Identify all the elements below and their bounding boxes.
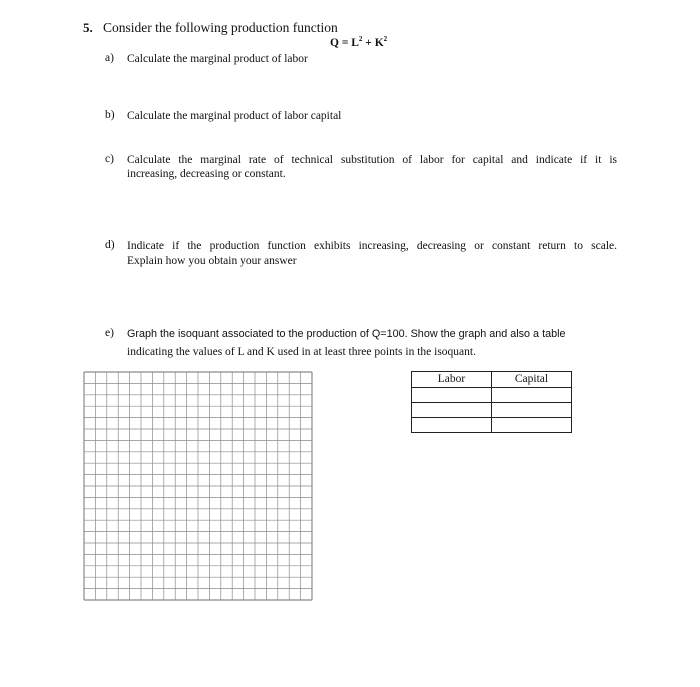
part-d-line-2: Explain how you obtain your answer	[127, 255, 297, 267]
labor-cell[interactable]	[412, 418, 492, 433]
table-row	[412, 418, 572, 433]
table-row	[412, 403, 572, 418]
capital-cell[interactable]	[492, 388, 572, 403]
part-d-line-1: Indicate if the production function exhibits increasing, decreasing or constant return to scale.	[127, 240, 617, 252]
production-function-formula: $Q = L^2 + K^2$	[330, 35, 388, 49]
part-b-text: Calculate the marginal product of labor capital	[127, 110, 342, 122]
capital-cell[interactable]	[492, 418, 572, 433]
part-a-label: a)	[105, 52, 114, 64]
part-c-label: c)	[105, 153, 114, 165]
labor-cell[interactable]	[412, 388, 492, 403]
capital-cell[interactable]	[492, 403, 572, 418]
part-b-label: b)	[105, 109, 115, 121]
labor-capital-table	[411, 371, 572, 433]
question-number: 5.	[83, 20, 93, 35]
part-c-line-2: increasing, decreasing or constant.	[127, 168, 286, 180]
part-e-label: e)	[105, 327, 114, 339]
part-c-line-1: Calculate the marginal rate of technical substitution of labor for capital and indicate if it is	[127, 154, 617, 166]
graph-grid[interactable]	[83, 371, 313, 601]
part-a-text: Calculate the marginal product of labor	[127, 53, 308, 65]
labor-header: Labor	[412, 372, 492, 388]
part-e-line-1: Graph the isoquant associated to the production of Q=100. Show the graph and also a table	[127, 328, 566, 340]
table-header-row	[412, 372, 572, 388]
question-text: Consider the following production function	[103, 20, 338, 35]
part-d-label: d)	[105, 239, 115, 251]
labor-cell[interactable]	[412, 403, 492, 418]
table-row	[412, 388, 572, 403]
part-e-line-2: indicating the values of L and K used in at least three points in the isoquant.	[127, 346, 476, 358]
capital-header: Capital	[492, 372, 572, 388]
